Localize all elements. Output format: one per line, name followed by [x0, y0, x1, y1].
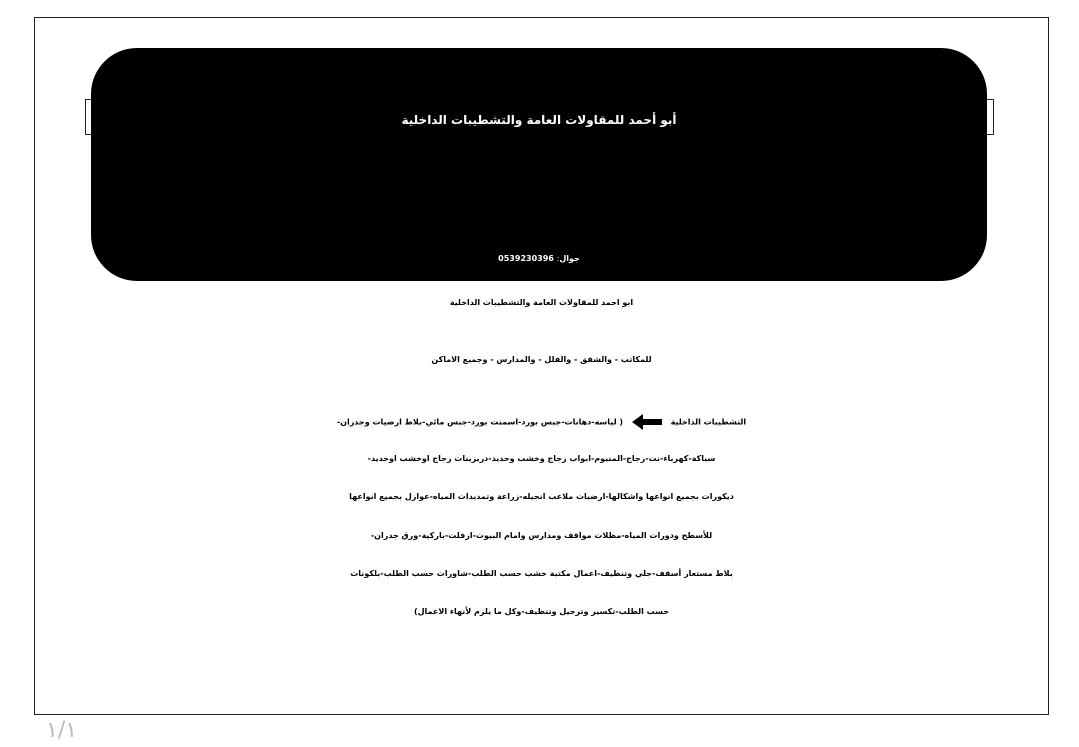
services-line-1-text: ( لياسه-دهانات-جبس بورد-اسمنت بورد-جبس مائي-بلاط ارضيات وجدران- [336, 417, 624, 427]
services-line-6: حسب الطلب-تكسير وترحيل وتنظيف-وكل ما يلزم لأنهاء الاعمال) [413, 607, 670, 616]
services-line-5: بلاط مستعار أسقف-جلي وتنظيف-اعمال مكتبة خشب حسب الطلب-شاورات حسب الطلب-بلكونات [350, 569, 733, 578]
services-line-4: للأسطح ودورات المياه-مظلات مواقف ومدارس وامام البيوت-ازفلت-باركية-ورق جدران- [370, 531, 713, 540]
services-line-2: سباكة-كهرباء-نت-زجاج-المنيوم-ابواب زجاج وخشب وحديد-دريزينات زجاج اوخشب اوحديد- [367, 454, 716, 463]
phone-line [91, 255, 987, 263]
arrow-left-icon [632, 416, 662, 428]
services-intro: التشطيبات الداخلية [670, 417, 747, 427]
phone-number: 0539230396 [498, 254, 554, 263]
company-heading: ابو احمد للمقاولات العامة والتشطيبات الداخلية [449, 298, 634, 307]
phone-colon: : [556, 254, 560, 263]
title-banner [91, 48, 987, 281]
services-line-3: ديكورات بجميع انواعها واشكالها-ارضيات ملاعب انجيله-زراعة وتمديدات المياه-عوازل بجميع انواعها [349, 492, 734, 501]
page-number: ١/١ [46, 718, 78, 743]
company-title: أبو أحمد للمقاولات العامة والتشطيبات الداخلية [401, 113, 677, 127]
services-line-1 [34, 416, 1049, 428]
phone-label: جوال [559, 254, 580, 263]
places-heading: للمكاتب - والشقق - والفلل - والمدارس - وجميع الاماكن [431, 355, 652, 364]
